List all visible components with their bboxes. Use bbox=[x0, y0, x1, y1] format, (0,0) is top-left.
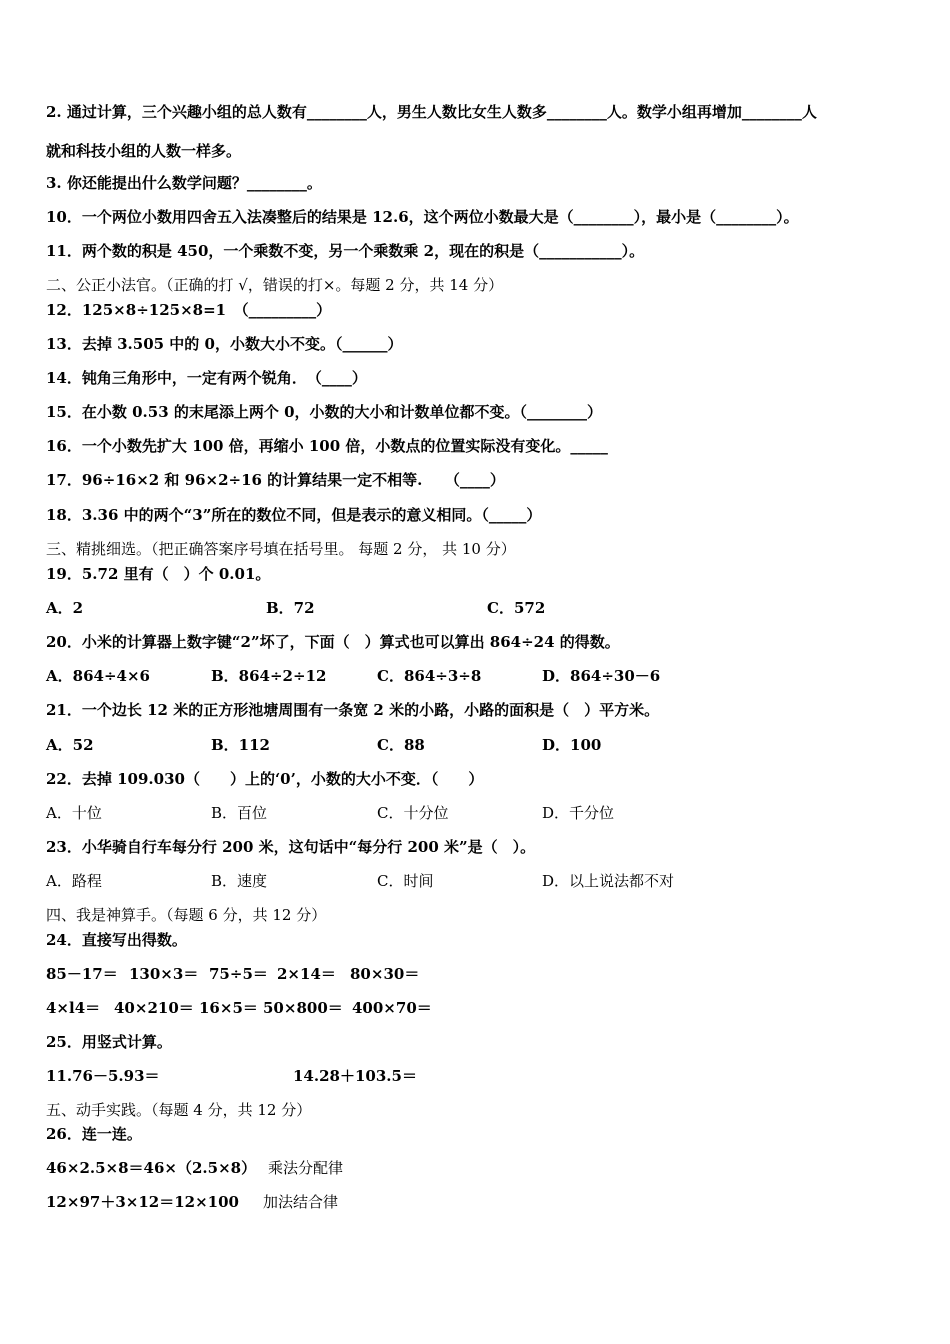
q21-option-d: D．100 bbox=[542, 736, 602, 754]
question-11: 11．两个数的积是 450，一个乘数不变，另一个乘数乘 2，现在的积是（___________）。 bbox=[46, 242, 645, 260]
q20-option-a: A．864÷4×6 bbox=[46, 667, 150, 685]
question-2-line-2: 就和科技小组的人数一样多。 bbox=[46, 142, 242, 160]
q23-option-c: C．时间 bbox=[377, 872, 434, 890]
question-22: 22．去掉 109.030（ ）上的‘0’，小数的大小不变．（ ） bbox=[46, 770, 484, 788]
q20-option-c: C．864÷3÷8 bbox=[377, 667, 482, 685]
q26-right-item: 加法结合律 bbox=[263, 1193, 339, 1211]
question-17: 17．96÷16×2 和 96×2÷16 的计算结果一定不相等. （____） bbox=[46, 471, 505, 489]
question-19: 19．5.72 里有（ ）个 0.01。 bbox=[46, 565, 271, 583]
q22-option-a: A．十位 bbox=[46, 804, 102, 822]
question-23: 23．小华骑自行车每分行 200 米，这句话中“每分行 200 米”是（ ）。 bbox=[46, 838, 536, 856]
q21-option-b: B．112 bbox=[211, 736, 270, 754]
section-3-heading: 三、精挑细选。（把正确答案序号填在括号里。 每题 2 分， 共 10 分） bbox=[46, 540, 516, 558]
q26-right-item: 乘法分配律 bbox=[268, 1159, 344, 1177]
question-24: 24．直接写出得数。 bbox=[46, 931, 187, 949]
q22-option-d: D．千分位 bbox=[542, 804, 615, 822]
question-15: 15．在小数 0.53 的末尾添上两个 0，小数的大小和计数单位都不变。（________） bbox=[46, 403, 603, 421]
q24-item: 40×210＝ bbox=[114, 999, 194, 1017]
q24-item: 16×5＝ bbox=[199, 999, 258, 1017]
q26-left-item: 46×2.5×8＝46×（2.5×8） bbox=[46, 1159, 257, 1177]
question-26: 26．连一连。 bbox=[46, 1125, 142, 1143]
q24-item: 85－17＝ bbox=[46, 965, 118, 983]
question-16: 16．一个小数先扩大 100 倍，再缩小 100 倍，小数点的位置实际没有变化。_____ bbox=[46, 437, 608, 455]
q24-item: 4×l4＝ bbox=[46, 999, 101, 1017]
q23-option-b: B．速度 bbox=[211, 872, 268, 890]
question-13: 13．去掉 3.505 中的 0，小数大小不变。（______） bbox=[46, 335, 403, 353]
q20-option-b: B．864÷2÷12 bbox=[211, 667, 327, 685]
q19-option-c: C．572 bbox=[487, 599, 546, 617]
question-18: 18．3.36 中的两个“3”所在的数位不同，但是表示的意义相同。（_____） bbox=[46, 506, 542, 524]
question-20: 20．小米的计算器上数字键“2”坏了，下面（ ）算式也可以算出 864÷24 的得数。 bbox=[46, 633, 620, 651]
question-10: 10．一个两位小数用四舍五入法凑整后的结果是 12.6，这个两位小数最大是（________），最小是（________）。 bbox=[46, 208, 799, 226]
q22-option-c: C．十分位 bbox=[377, 804, 449, 822]
question-21: 21．一个边长 12 米的正方形池塘周围有一条宽 2 米的小路，小路的面积是（ ）平方米。 bbox=[46, 701, 660, 719]
section-2-heading: 二、公正小法官。（正确的打 √，错误的打×。每题 2 分，共 14 分） bbox=[46, 276, 504, 294]
q19-option-b: B．72 bbox=[266, 599, 315, 617]
q21-option-c: C．88 bbox=[377, 736, 425, 754]
q24-item: 50×800＝ bbox=[263, 999, 343, 1017]
q20-option-d: D．864÷30－6 bbox=[542, 667, 661, 685]
q19-option-a: A．2 bbox=[46, 599, 84, 617]
question-14: 14．钝角三角形中，一定有两个锐角． （____） bbox=[46, 369, 367, 387]
question-3: 3. 你还能提出什么数学问题？________。 bbox=[46, 174, 322, 192]
question-12: 12．125×8÷125×8=1 （_________） bbox=[46, 301, 332, 319]
section-4-heading: 四、我是神算手。（每题 6 分，共 12 分） bbox=[46, 906, 327, 924]
q23-option-a: A．路程 bbox=[46, 872, 102, 890]
question-25: 25．用竖式计算。 bbox=[46, 1033, 172, 1051]
section-5-heading: 五、动手实践。（每题 4 分，共 12 分） bbox=[46, 1101, 312, 1119]
q24-item: 80×30＝ bbox=[350, 965, 420, 983]
q24-item: 400×70＝ bbox=[352, 999, 432, 1017]
q21-option-a: A．52 bbox=[46, 736, 94, 754]
q24-item: 130×3＝ bbox=[129, 965, 199, 983]
q22-option-b: B．百位 bbox=[211, 804, 268, 822]
q25-item: 11.76－5.93＝ bbox=[46, 1067, 160, 1085]
question-2-line-1: 2. 通过计算，三个兴趣小组的总人数有________人，男生人数比女生人数多________人。数学小组再增加________人 bbox=[46, 103, 817, 121]
q23-option-d: D．以上说法都不对 bbox=[542, 872, 675, 890]
q24-item: 2×14＝ bbox=[277, 965, 336, 983]
q26-left-item: 12×97＋3×12＝12×100 bbox=[46, 1193, 239, 1211]
q25-item: 14.28＋103.5＝ bbox=[293, 1067, 417, 1085]
q24-item: 75÷5＝ bbox=[209, 965, 268, 983]
